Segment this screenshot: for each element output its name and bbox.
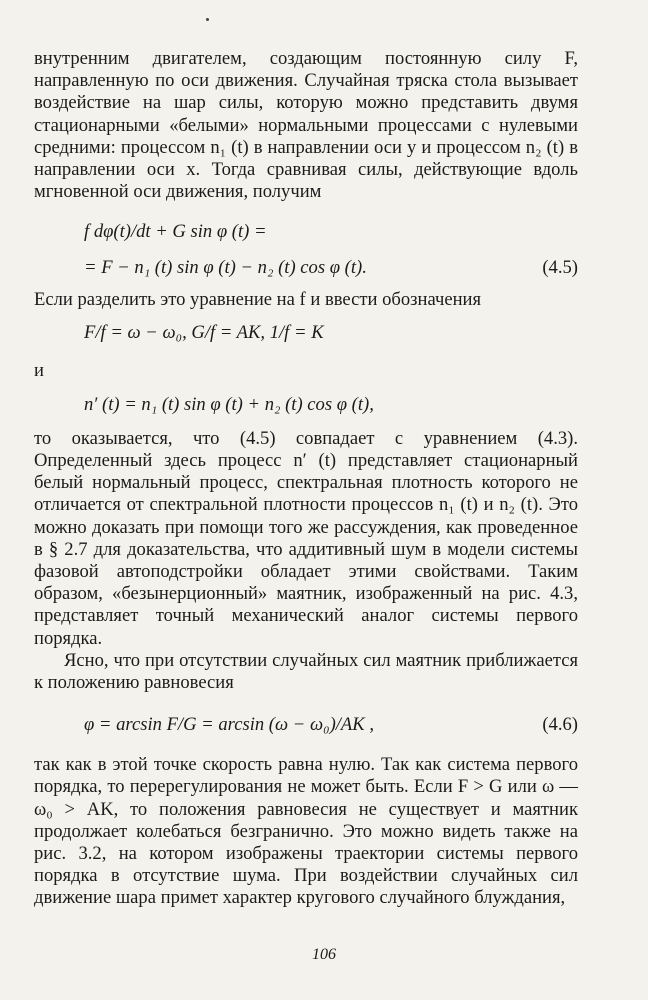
definitions-line	[34, 312, 578, 354]
page-body	[34, 48, 578, 910]
equation-4-5-line-1	[34, 213, 578, 253]
eq-4-6-formula: φ = arcsin F/G = arcsin (ω − ω₀)/AK ,	[84, 714, 374, 736]
eq-4-5-rhs: = F − n₁ (t) sin φ (t) − n₂ (t) cos φ (t).	[84, 257, 367, 279]
eq-4-5-lhs: f dφ(t)/dt + G sin φ (t) =	[84, 221, 267, 243]
page-number: 106	[312, 946, 336, 963]
n-prime-formula: n′ (t) = n₁ (t) sin φ (t) + n₂ (t) cos φ (t),	[84, 393, 374, 415]
paragraph-5: так как в этой точке скорость равна нулю. Так как система первого порядка, то перерегулирования не может быть. Если F > G или ω — ω₀ > AK, то положения равновесия не существует и маятник продолжает колебаться безгранично. Это можно видеть также на рис. 3.2, на котором изображены траектории системы первого порядка в отсутствие шума. При воздействии случайных сил движение шара примет характер кругового случайного блуждания,	[34, 754, 578, 909]
paragraph-3: то оказывается, что (4.5) совпадает с уравнением (4.3). Определенный здесь процесс n′ (t) представляет стационарный белый нормальный процесс, спектральная плотность которого не отличается от спектральной плотности процессов n₁ (t) и n₂ (t). Это можно доказать при помощи того же рассуждения, как проведенное в § 2.7 для доказательства, что аддитивный шум в модели системы фазовой автоподстройки обладает этими свойствами. Таким образом, «безынерционный» маятник, изображенный на рис. 4.3, представляет точный механический аналог системы первого порядка.	[34, 427, 578, 649]
paragraph-1: внутренним двигателем, создающим постоянную силу F, направленную по оси движения. Случайная тряска стола вызывает воздействие на шар силы, которую можно представить двумя стационарными «белыми» нормальными процессами с нулевыми средними: процессом n₁ (t) в направлении оси y и процессом n₂ (t) в направлении оси x. Тогда сравнивая силы, действующие вдоль мгновенной оси движения, получим	[34, 48, 578, 203]
paragraph-2: Если разделить это уравнение на f и ввести обозначения	[34, 289, 482, 311]
conjunction-and: и	[34, 359, 44, 381]
eq-4-5-number: (4.5)	[542, 257, 578, 279]
paragraph-4: Ясно, что при отсутствии случайных сил маятник приближается к положению равновесия	[34, 649, 578, 694]
eq-4-6-number: (4.6)	[542, 714, 578, 736]
equation-4-5-line-2	[34, 253, 578, 289]
page-dot	[206, 18, 209, 21]
equation-4-6	[34, 694, 578, 754]
definitions-formula: F/f = ω − ω₀, G/f = AK, 1/f = K	[84, 321, 324, 343]
equation-n-prime	[34, 388, 578, 428]
